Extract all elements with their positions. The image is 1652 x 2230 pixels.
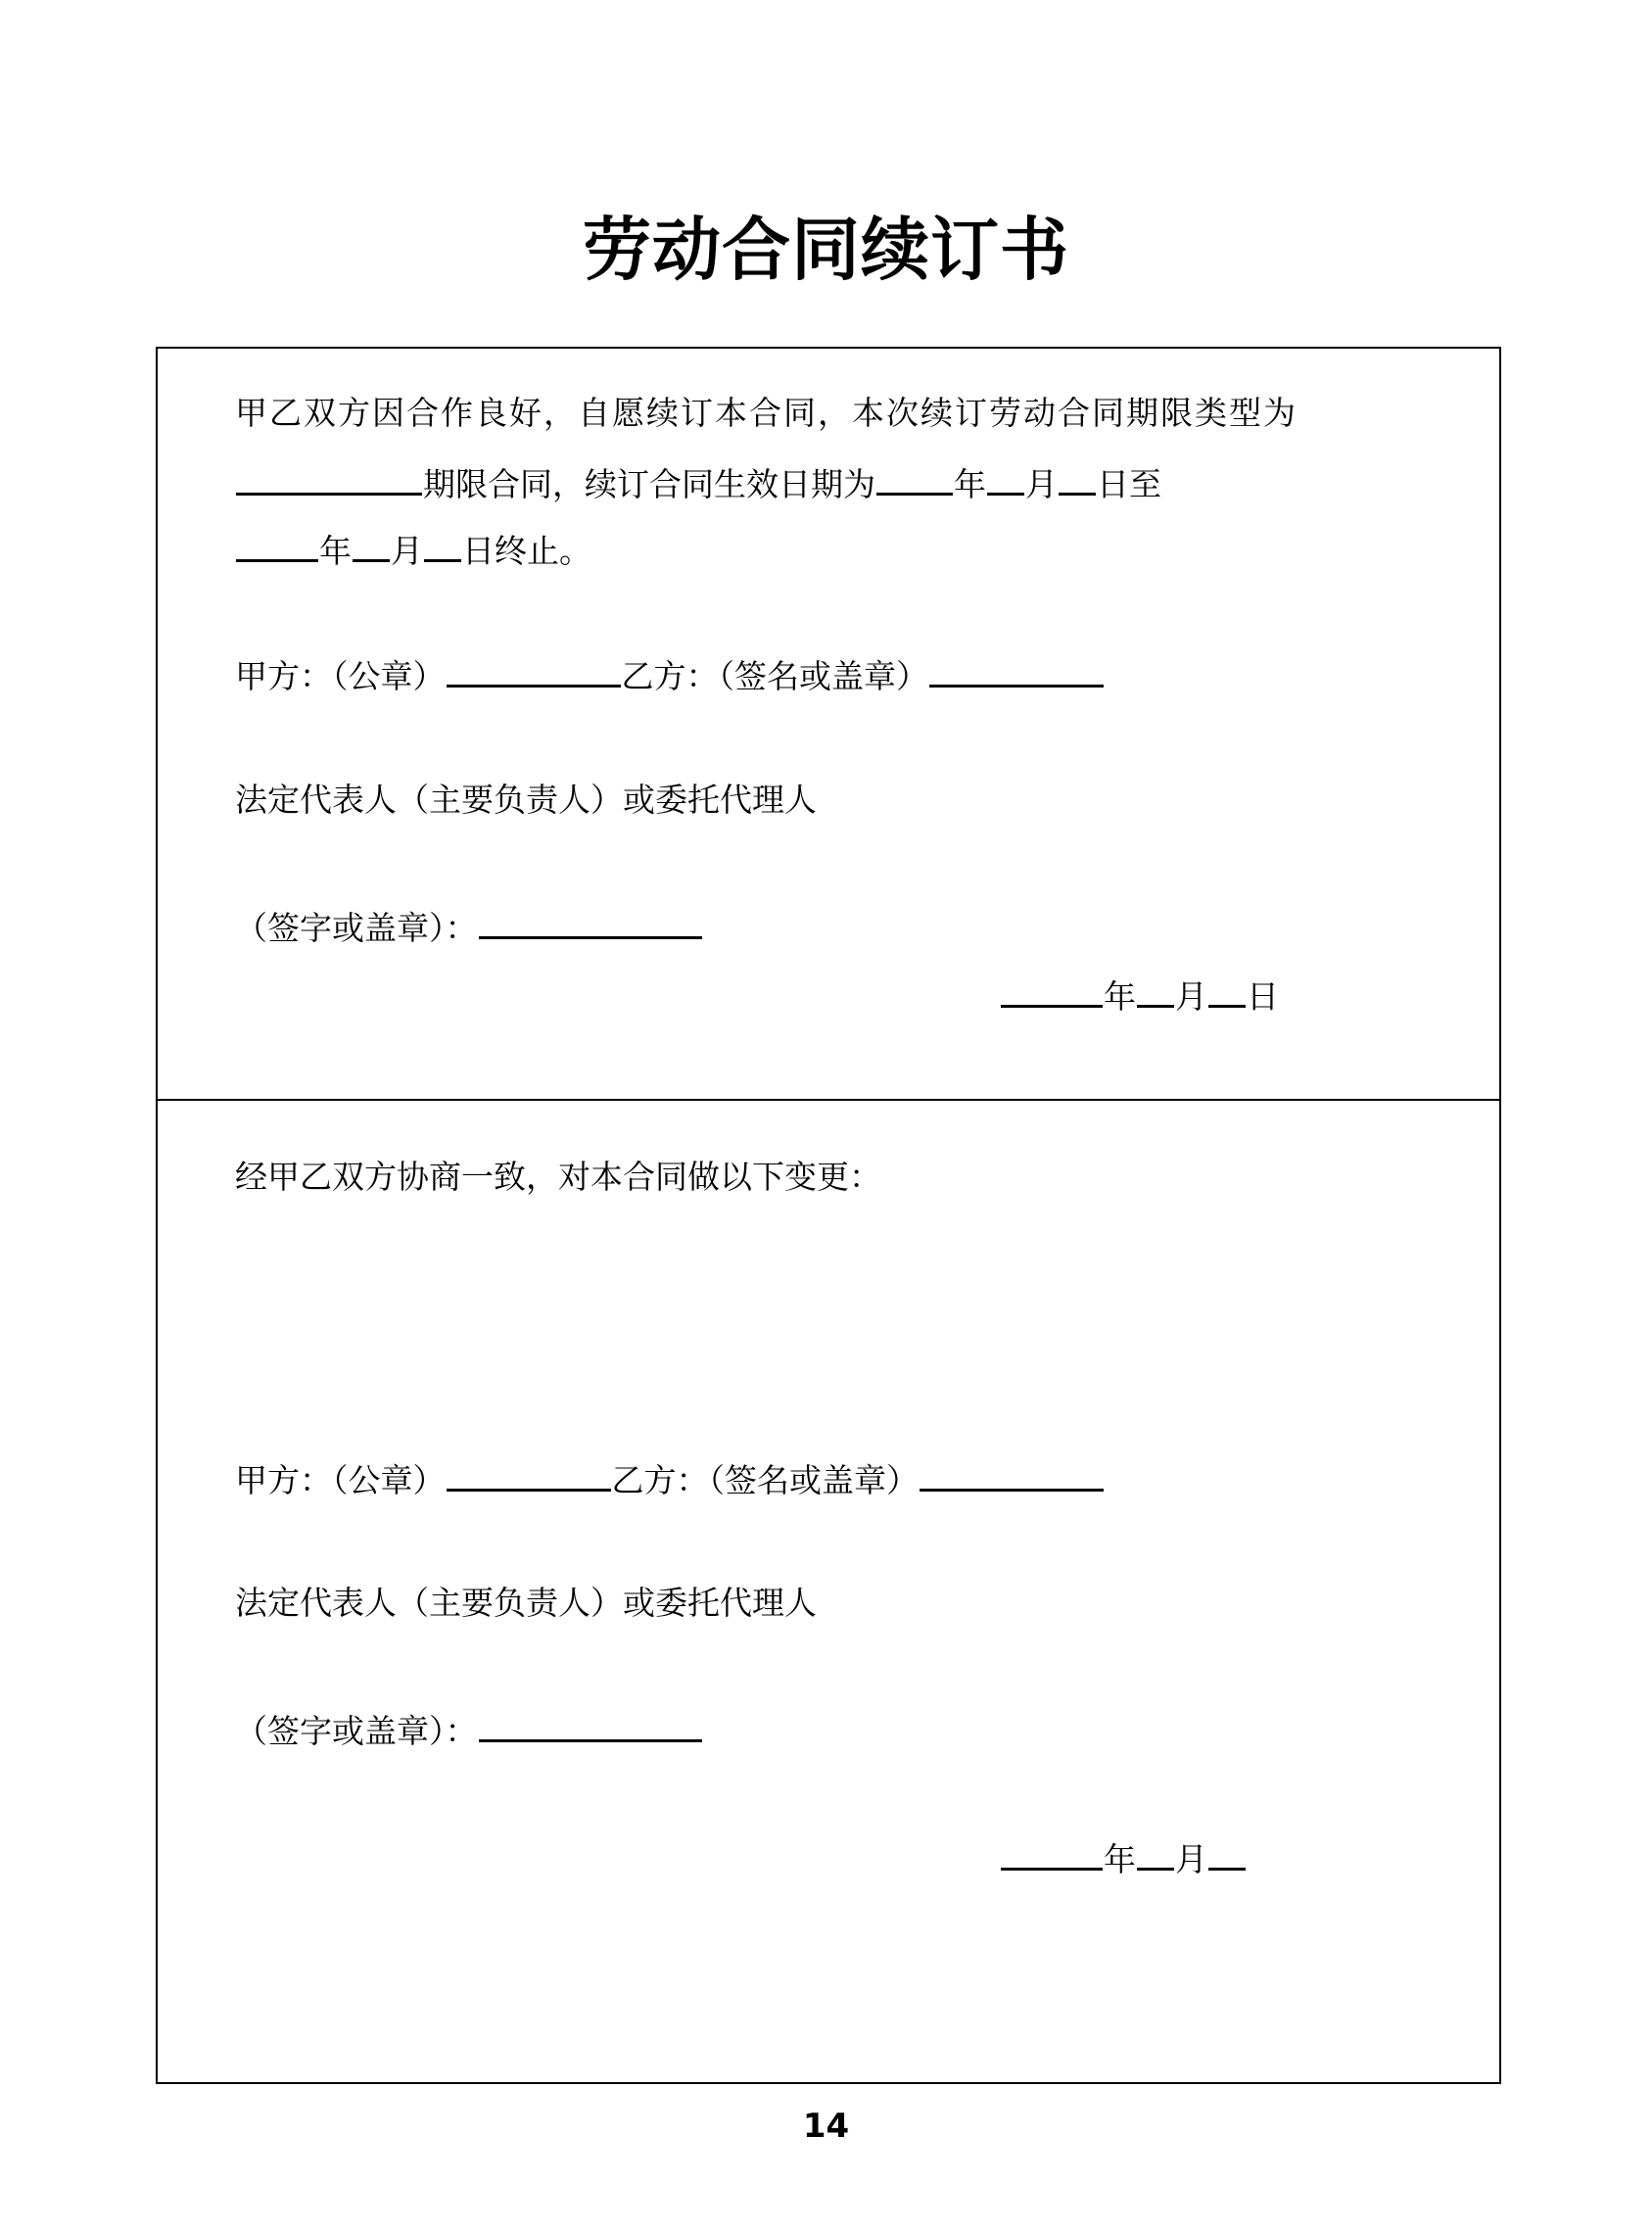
party-a-seal-blank[interactable] [447, 651, 621, 688]
term-type-blank[interactable] [236, 459, 422, 496]
change-rep-signature-blank[interactable] [479, 1706, 702, 1742]
change-party-b-signature-blank[interactable] [920, 1455, 1104, 1492]
date-month-label: 月 [1175, 977, 1207, 1016]
date-year-label: 年 [1104, 977, 1136, 1016]
change-date-day-blank[interactable] [1208, 1834, 1246, 1871]
renewal-paragraph-line-2 [235, 459, 1161, 506]
change-intro: 经甲乙双方协商一致，对本合同做以下变更： [235, 1158, 881, 1196]
date-year-blank[interactable] [1001, 972, 1103, 1008]
start-day-blank[interactable] [1059, 459, 1096, 496]
end-day-blank[interactable] [424, 526, 461, 562]
date-day-blank[interactable] [1208, 972, 1246, 1008]
renewal-paragraph-line-1: 甲乙双方因合作良好，自愿续订本合同，本次续订劳动合同期限类型为 [235, 394, 1298, 432]
start-day-label: 日至 [1097, 465, 1161, 503]
party-b-signature-blank[interactable] [929, 651, 1104, 688]
start-year-blank[interactable] [876, 459, 953, 496]
change-party-a-seal-blank[interactable] [447, 1455, 611, 1492]
end-day-label: 日终止。 [462, 532, 591, 570]
start-month-label: 月 [1025, 465, 1058, 503]
start-month-blank[interactable] [987, 459, 1024, 496]
renewal-date-line [1000, 972, 1279, 1019]
change-date-month-blank[interactable] [1137, 1834, 1174, 1871]
rep-signature-blank[interactable] [479, 903, 702, 939]
signature-label: （签字或盖章）： [235, 909, 478, 947]
change-legal-rep-label: 法定代表人（主要负责人）或委托代理人 [235, 1584, 817, 1622]
end-month-label: 月 [391, 532, 423, 570]
renewal-signature-line [235, 903, 703, 950]
change-party-a-label: 甲方：（公章） [235, 1461, 446, 1499]
end-year-blank[interactable] [236, 526, 318, 562]
renewal-legal-rep-label: 法定代表人（主要负责人）或委托代理人 [235, 781, 817, 819]
change-signature-line [235, 1706, 703, 1753]
change-date-month-label: 月 [1175, 1840, 1207, 1878]
page-title: 劳动合同续订书 [583, 210, 1069, 290]
party-b-label: 乙方：（签名或盖章） [621, 657, 928, 695]
date-day-label: 日 [1247, 977, 1279, 1016]
change-date-year-blank[interactable] [1001, 1834, 1103, 1871]
change-signature-label: （签字或盖章）： [235, 1712, 478, 1750]
change-party-b-label: 乙方：（签名或盖章） [611, 1461, 919, 1499]
end-month-blank[interactable] [353, 526, 390, 562]
renewal-parties-line [235, 651, 1105, 698]
change-date-year-label: 年 [1104, 1840, 1136, 1878]
change-parties-line [235, 1455, 1105, 1502]
end-year-label: 年 [319, 532, 352, 570]
page-number: 14 [802, 2107, 850, 2146]
party-a-label: 甲方：（公章） [235, 657, 446, 695]
change-date-line [1000, 1834, 1247, 1881]
renewal-text-a: 期限合同，续订合同生效日期为 [423, 465, 875, 503]
start-year-label: 年 [954, 465, 986, 503]
date-month-blank[interactable] [1137, 972, 1174, 1008]
renewal-paragraph-line-3 [235, 526, 591, 573]
